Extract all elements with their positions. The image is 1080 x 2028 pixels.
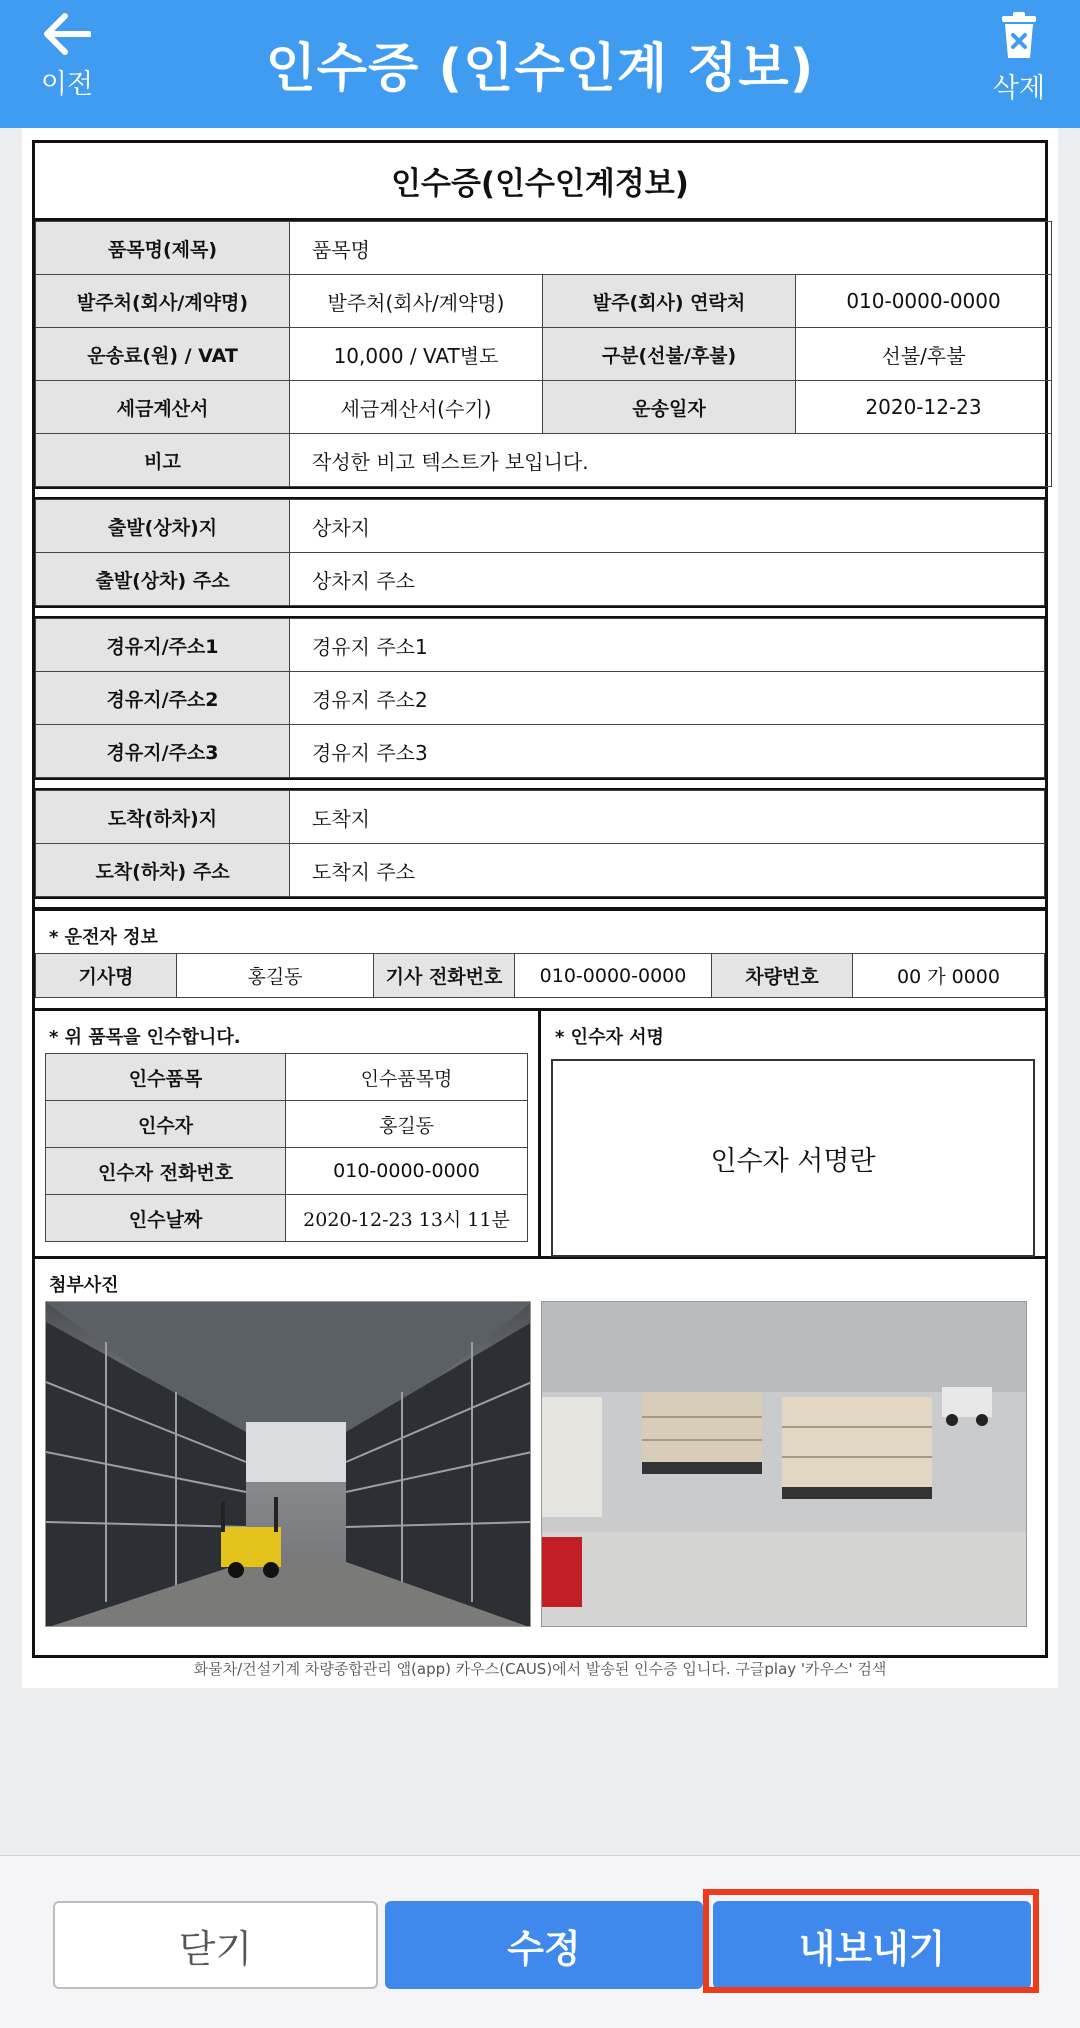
receiver-phone-label: 인수자 전화번호 <box>46 1148 286 1195</box>
received-item-label: 인수품목 <box>46 1054 286 1101</box>
app-header <box>0 0 1080 128</box>
cargo-photo-image <box>542 1302 1027 1627</box>
receive-section <box>35 1008 1045 1256</box>
receipt-title: 인수증(인수인계정보) <box>35 143 1045 221</box>
receive-section-title: * 위 품목을 인수합니다. <box>49 1027 241 1048</box>
receiver-value: 홍길동 <box>286 1101 528 1148</box>
table-row <box>36 619 1045 672</box>
orderer-contact-label: 발주(회사) 연락처 <box>543 275 796 328</box>
driver-name-value: 홍길동 <box>177 954 374 998</box>
table-row <box>36 381 1052 434</box>
item-name-value: 품목명 <box>290 222 1052 275</box>
signature-box[interactable]: 인수자 서명란 <box>551 1059 1035 1257</box>
table-row <box>36 954 1045 998</box>
waypoint-2-value: 경유지 주소2 <box>290 672 1045 725</box>
driver-phone-label: 기사 전화번호 <box>374 954 515 998</box>
fare-label: 운송료(원) / VAT <box>36 328 290 381</box>
table-row <box>36 328 1052 381</box>
table-row <box>36 500 1045 553</box>
photo-row <box>35 1301 1045 1627</box>
photos-section-title: 첨부사진 <box>49 1275 119 1296</box>
table-row <box>36 434 1052 487</box>
arrival-label: 도착(하차)지 <box>36 791 290 844</box>
table-row <box>46 1195 528 1242</box>
table-row <box>36 222 1052 275</box>
table-row <box>36 672 1045 725</box>
tax-invoice-value: 세금계산서(수기) <box>290 381 543 434</box>
orderer-value: 발주처(회사/계약명) <box>290 275 543 328</box>
order-info-table <box>35 221 1052 487</box>
section-divider <box>35 606 1045 618</box>
photo-cargo[interactable] <box>541 1301 1027 1627</box>
arrival-value: 도착지 <box>290 791 1045 844</box>
photo-warehouse[interactable] <box>45 1301 531 1627</box>
signature-area <box>541 1011 1045 1256</box>
tax-invoice-label: 세금계산서 <box>36 381 290 434</box>
waypoint-3-value: 경유지 주소3 <box>290 725 1045 778</box>
warehouse-photo-image <box>46 1302 531 1627</box>
receive-date-label: 인수날짜 <box>46 1195 286 1242</box>
driver-table <box>35 953 1045 998</box>
table-row <box>36 275 1052 328</box>
memo-value: 작성한 비고 텍스트가 보입니다. <box>290 434 1052 487</box>
table-row <box>36 725 1045 778</box>
arrival-address-value: 도착지 주소 <box>290 844 1045 897</box>
footer-note: 화물차/건설기계 차량종합관리 앱(app) 카우스(CAUS)에서 발송된 인수증 입니다. 구글play '카우스' 검색 <box>193 1660 887 1678</box>
arrival-address-label: 도착(하차) 주소 <box>36 844 290 897</box>
departure-label: 출발(상차)지 <box>36 500 290 553</box>
orderer-label: 발주처(회사/계약명) <box>36 275 290 328</box>
section-divider <box>35 897 1045 909</box>
payment-type-label: 구분(선불/후불) <box>543 328 796 381</box>
table-row <box>46 1101 528 1148</box>
table-row <box>46 1148 528 1195</box>
arrival-table <box>35 790 1045 897</box>
section-divider <box>35 487 1045 499</box>
receive-info <box>35 1011 541 1256</box>
orderer-contact-value: 010-0000-0000 <box>796 275 1052 328</box>
page-title: 인수증 (인수인계 정보) <box>265 39 815 99</box>
waypoint-1-value: 경유지 주소1 <box>290 619 1045 672</box>
departure-address-label: 출발(상차) 주소 <box>36 553 290 606</box>
received-item-value: 인수품목명 <box>286 1054 528 1101</box>
item-name-label: 품목명(제목) <box>36 222 290 275</box>
driver-section <box>35 909 1045 998</box>
waypoint-1-label: 경유지/주소1 <box>36 619 290 672</box>
section-divider <box>35 778 1045 790</box>
vehicle-number-label: 차량번호 <box>712 954 853 998</box>
waypoint-2-label: 경유지/주소2 <box>36 672 290 725</box>
table-row <box>46 1054 528 1101</box>
delete-label: 삭제 <box>992 73 1046 104</box>
table-row <box>36 791 1045 844</box>
waypoint-table <box>35 618 1045 778</box>
receive-date-value: 2020-12-23 13시 11분 <box>286 1195 528 1242</box>
bottom-action-bar <box>0 1855 1080 2028</box>
memo-label: 비고 <box>36 434 290 487</box>
back-label: 이전 <box>40 69 94 100</box>
vehicle-number-value: 00 가 0000 <box>853 954 1045 998</box>
receive-table <box>45 1053 528 1242</box>
payment-type-value: 선불/후불 <box>796 328 1052 381</box>
receipt-document <box>32 140 1048 1658</box>
driver-name-label: 기사명 <box>36 954 177 998</box>
departure-table <box>35 499 1045 606</box>
driver-phone-value: 010-0000-0000 <box>515 954 712 998</box>
waypoint-3-label: 경유지/주소3 <box>36 725 290 778</box>
delete-button[interactable] <box>964 12 1074 122</box>
export-button[interactable]: 내보내기 <box>713 1901 1031 1989</box>
receiver-phone-value: 010-0000-0000 <box>286 1148 528 1195</box>
table-row <box>36 844 1045 897</box>
driver-section-title: * 운전자 정보 <box>49 927 158 948</box>
close-button[interactable]: 닫기 <box>53 1901 378 1989</box>
receipt-paper <box>22 128 1058 1688</box>
signature-section-title: * 인수자 서명 <box>555 1027 664 1048</box>
attached-photos-section <box>35 1256 1045 1640</box>
departure-address-value: 상차지 주소 <box>290 553 1045 606</box>
table-row <box>36 553 1045 606</box>
ship-date-label: 운송일자 <box>543 381 796 434</box>
trash-icon <box>999 12 1039 60</box>
receiver-label: 인수자 <box>46 1101 286 1148</box>
edit-button[interactable]: 수정 <box>385 1901 703 1989</box>
ship-date-value: 2020-12-23 <box>796 381 1052 434</box>
fare-value: 10,000 / VAT별도 <box>290 328 543 381</box>
departure-value: 상차지 <box>290 500 1045 553</box>
